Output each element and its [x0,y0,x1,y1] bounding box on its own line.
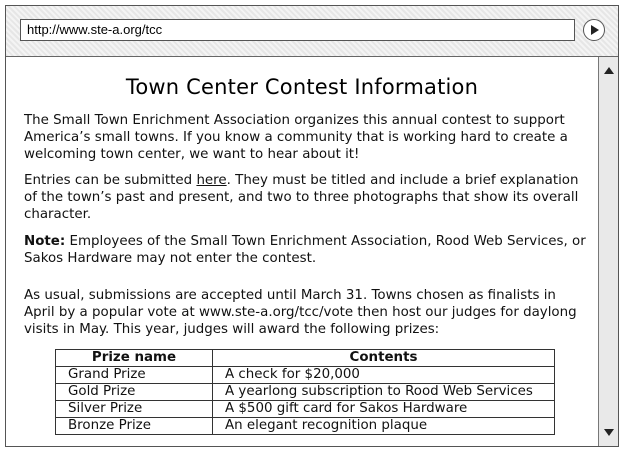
prize-table [55,349,555,435]
entries-paragraph [24,172,586,223]
prize-contents-cell: An elegant recognition plaque [213,418,555,435]
vertical-scrollbar[interactable] [598,57,618,446]
go-button[interactable] [583,19,605,41]
play-arrow-icon [591,25,599,35]
table-header-row [56,350,555,367]
entries-text-end: . They must be titled and include a brief explanation of the town’s past and present, and two to three photographs that show its overall character. [24,173,579,222]
prize-contents-cell: A yearlong subscription to Rood Web Services [213,384,555,401]
prize-name-cell: Grand Prize [56,367,213,384]
table-row [56,401,555,418]
scroll-down-button[interactable] [602,426,615,439]
table-row [56,384,555,401]
note-label: Note: [24,234,66,249]
note-paragraph [24,233,586,267]
submissions-paragraph: As usual, submissions are accepted until March 31. Towns chosen as finalists in April by a popular vote at www.ste-a.org/tcc/vote then host our judges for daylong visits in May. This year, judges will award the following prizes: [24,288,577,337]
note-text: Employees of the Small Town Enrichment Association, Rood Web Services, or Sakos Hardware may not enter the contest. [24,234,586,266]
prize-name-cell: Gold Prize [56,384,213,401]
browser-toolbar [6,6,618,57]
up-arrow-icon [604,67,614,74]
entries-text-start: Entries can be submitted [24,173,197,188]
down-arrow-icon [604,429,614,436]
prize-contents-cell: A check for $20,000 [213,367,555,384]
page-content [6,57,598,446]
address-bar[interactable]: http://www.ste-a.org/tcc [20,19,575,41]
column-header-contents: Contents [213,350,555,367]
scroll-up-button[interactable] [602,64,615,77]
intro-paragraph: The Small Town Enrichment Association organizes this annual contest to support America’s small towns. If you know a community that is working hard to create a welcoming town center, we want to hear about it! [24,113,568,162]
browser-window [5,5,619,447]
table-row [56,367,555,384]
prize-name-cell: Bronze Prize [56,418,213,435]
prize-contents-cell: A $500 gift card for Sakos Hardware [213,401,555,418]
page-title: Town Center Contest Information [125,75,479,99]
column-header-prize-name: Prize name [56,350,213,367]
table-row [56,418,555,435]
prize-name-cell: Silver Prize [56,401,213,418]
entries-here-link[interactable]: here [196,173,227,188]
